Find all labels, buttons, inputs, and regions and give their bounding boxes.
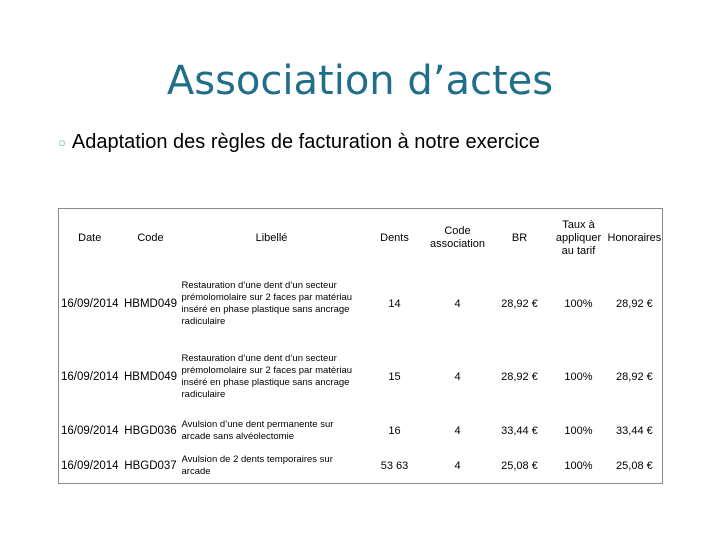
cell-libelle: Avulsion de 2 dents temporaires sur arcade	[181, 454, 333, 477]
cell-dents: 16	[388, 425, 401, 437]
cell-code-association: 4	[454, 425, 461, 437]
cell-code: HBMD049	[123, 370, 178, 383]
open-circle-bullet-icon: ○	[58, 135, 66, 150]
cell-taux: 100%	[564, 460, 593, 472]
cell-dents: 53 63	[380, 460, 409, 472]
table-header-row	[59, 209, 663, 268]
cell-libelle: Restauration d’une dent d’un secteur prémolomolaire sur 2 faces par matériau inséré en phase plastique sans ancrage radiculaire	[181, 352, 353, 400]
cell-code: HBGD036	[124, 425, 177, 437]
cell-code-association: 4	[454, 460, 461, 472]
bullet-text: Adaptation des règles de facturation à notre exercice	[71, 131, 540, 153]
table-row	[59, 413, 663, 449]
header-libelle: Libellé	[255, 231, 288, 244]
cell-code-association: 4	[454, 370, 461, 383]
cell-br: 28,92 €	[501, 297, 538, 310]
header-date: Date	[78, 231, 102, 244]
header-dents: Dents	[380, 231, 409, 244]
cell-taux: 100%	[564, 370, 593, 383]
cell-date: 16/09/2014	[60, 460, 119, 472]
cell-dents: 14	[388, 297, 401, 310]
cell-taux: 100%	[564, 425, 593, 437]
cell-br: 33,44 €	[501, 425, 538, 437]
cell-libelle: Avulsion d’une dent permanente sur arcade sans alvéolectomie	[181, 419, 334, 442]
cell-date: 16/09/2014	[60, 425, 119, 437]
table-row	[59, 267, 663, 340]
cell-code: HBGD037	[124, 460, 177, 472]
cell-honoraires: 28,92 €	[616, 370, 653, 383]
cell-honoraires: 33,44 €	[616, 425, 653, 437]
cell-honoraires: 28,92 €	[616, 297, 653, 310]
cell-code-association: 4	[454, 297, 461, 310]
cell-dents: 15	[388, 370, 401, 383]
cell-libelle: Restauration d’une dent d’un secteur prémolomolaire sur 2 faces par matériau inséré en phase plastique sans ancrage radiculaire	[181, 279, 353, 327]
header-code-association: Code association	[429, 225, 486, 250]
cell-date: 16/09/2014	[60, 370, 119, 383]
header-honoraires: Honoraires	[607, 231, 662, 244]
cell-taux: 100%	[564, 297, 593, 310]
cell-br: 25,08 €	[501, 460, 538, 472]
header-taux: Taux à appliquer au tarif	[555, 218, 602, 257]
cell-honoraires: 25,08 €	[616, 460, 653, 472]
cell-date: 16/09/2014	[60, 297, 119, 310]
table-row	[59, 449, 663, 484]
acts-table	[58, 208, 663, 484]
cell-code: HBMD049	[123, 297, 178, 310]
cell-br: 28,92 €	[501, 370, 538, 383]
header-br: BR	[511, 231, 528, 244]
table-row	[59, 340, 663, 413]
header-code: Code	[137, 231, 164, 244]
slide-title: Association d’actes	[166, 58, 554, 104]
bullet-point	[58, 131, 540, 154]
